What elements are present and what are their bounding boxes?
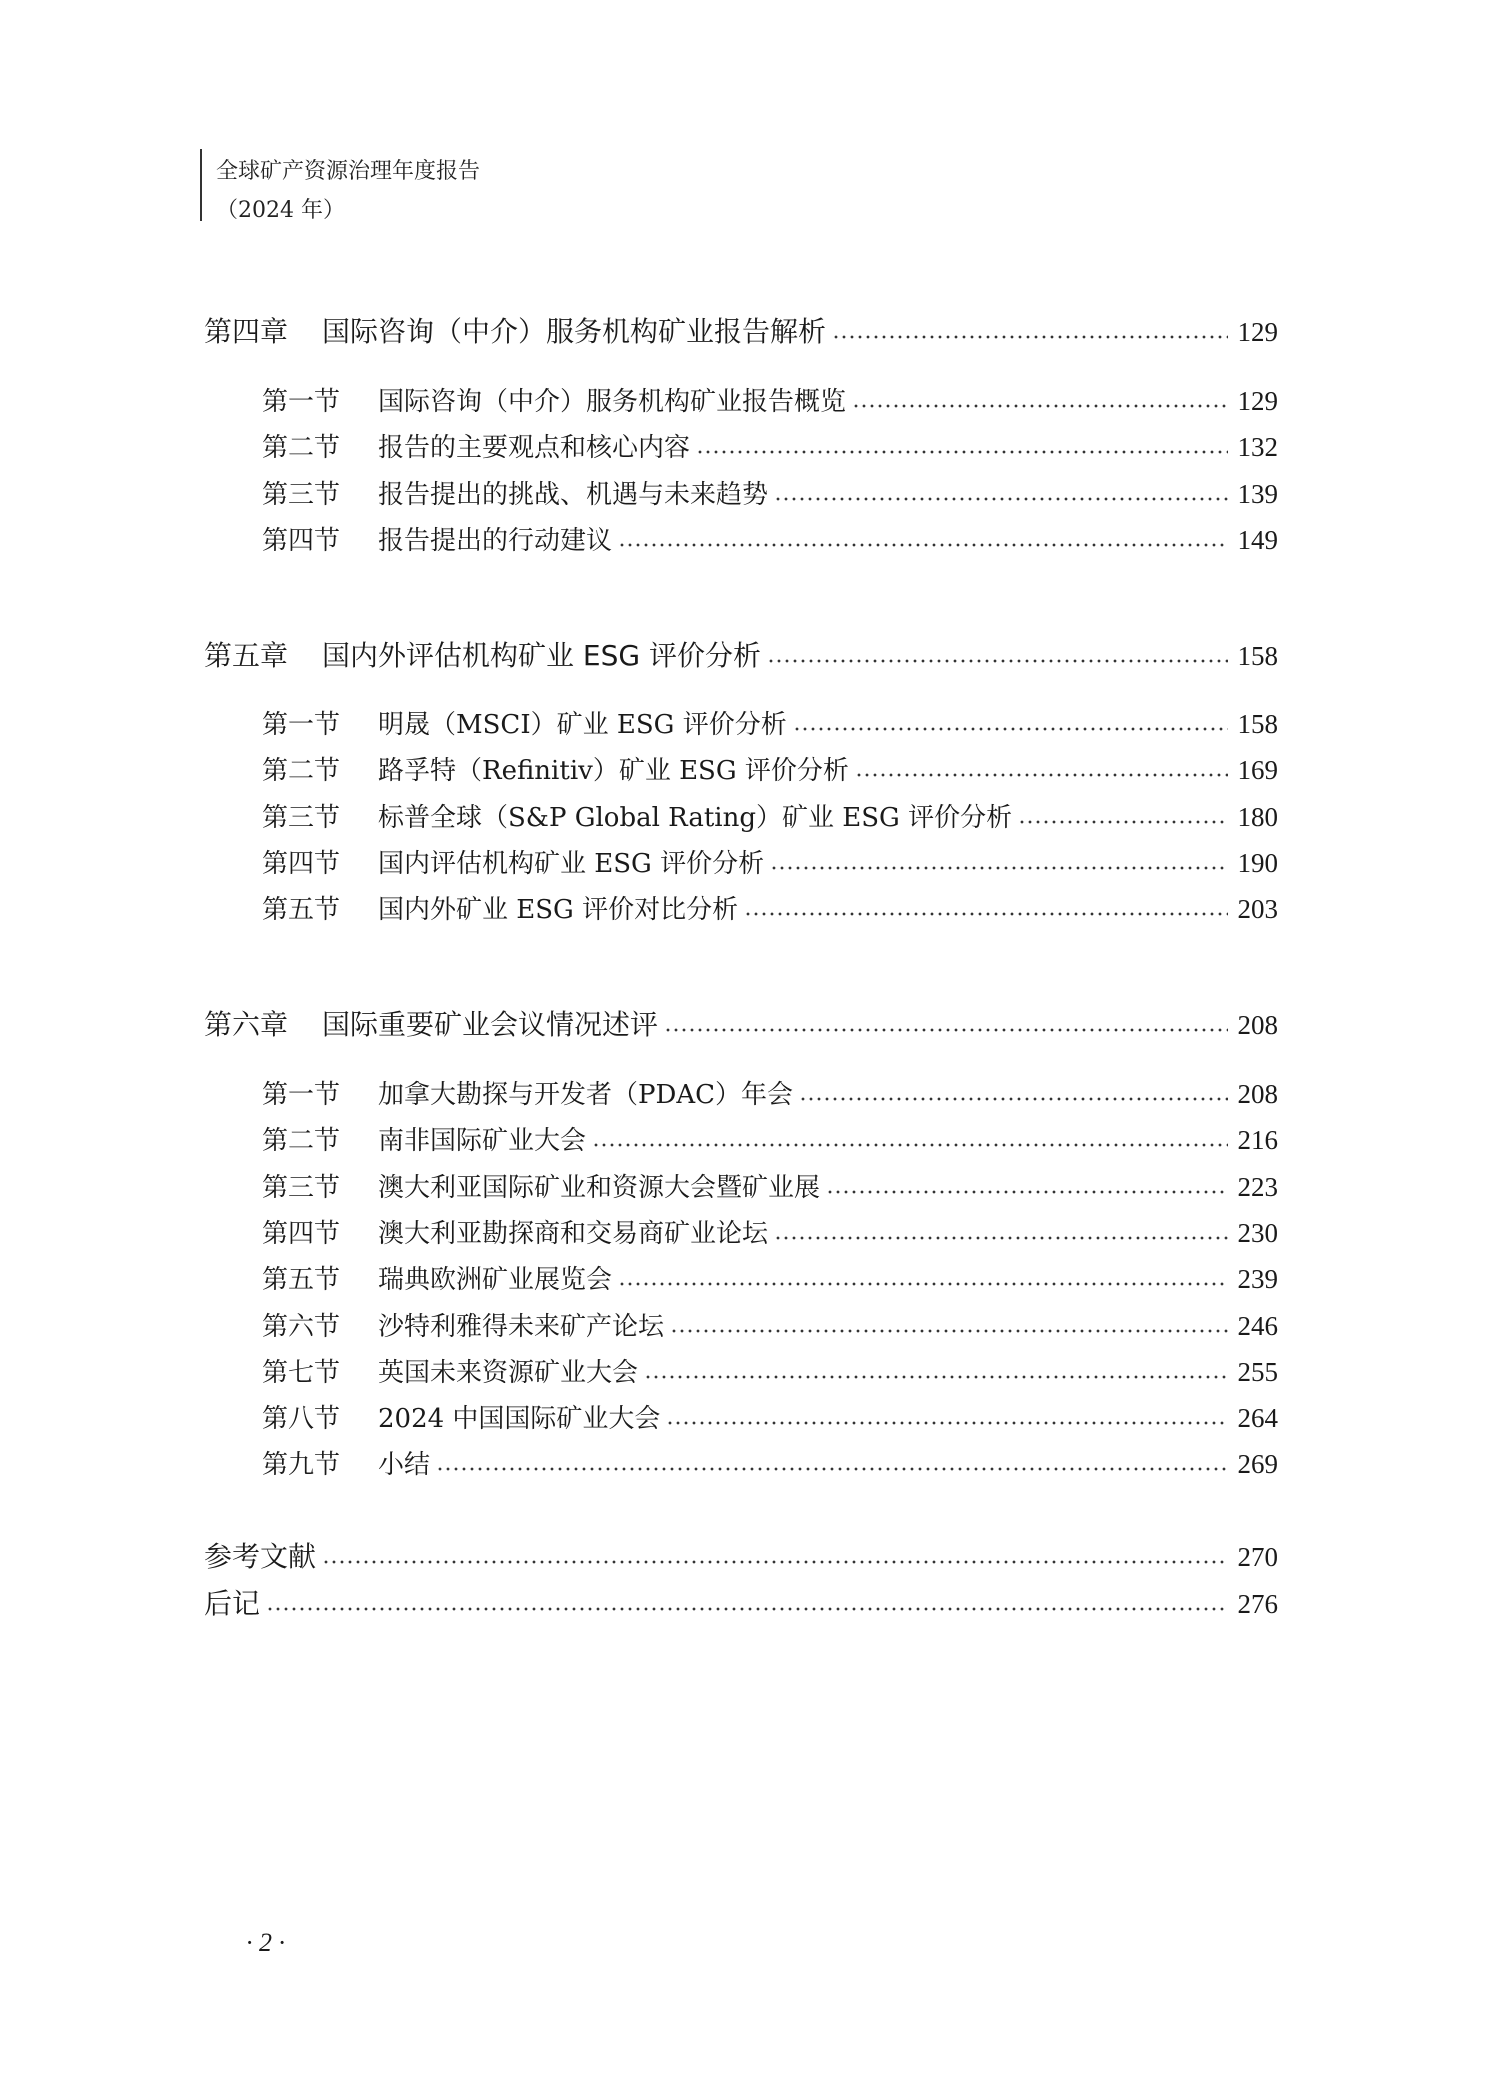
entry-number: 第四节 (262, 1219, 341, 1249)
entry-number: 第五章 (204, 639, 289, 672)
toc-chapter[interactable] (204, 315, 1278, 348)
dot-leader (774, 496, 1227, 502)
dot-leader (618, 542, 1227, 548)
entry-text: 路孚特（Refinitiv）矿业 ESG 评价分析 (378, 756, 849, 786)
entry-number: 第五节 (262, 895, 341, 925)
entry-text: 报告的主要观点和核心内容 (378, 433, 691, 463)
dot-leader (855, 772, 1228, 778)
entry-page: 216 (1237, 1125, 1278, 1155)
entry-title (262, 758, 849, 784)
entry-page: 239 (1237, 1264, 1278, 1294)
entry-number: 第二节 (262, 1126, 341, 1156)
dot-leader (767, 658, 1228, 664)
entry-page: 264 (1237, 1403, 1278, 1433)
dot-leader (852, 403, 1227, 409)
entry-title (204, 315, 827, 348)
entry-title (262, 1267, 612, 1293)
entry-title (262, 712, 787, 738)
toc-section[interactable] (262, 1127, 1278, 1154)
dot-leader (664, 1027, 1227, 1033)
entry-number: 第八节 (262, 1404, 341, 1434)
entry-text: 国内评估机构矿业 ESG 评价分析 (378, 849, 765, 879)
entry-title (262, 1128, 586, 1154)
entry-title (262, 1360, 638, 1386)
entry-title (262, 851, 764, 877)
toc-section[interactable] (262, 388, 1278, 415)
entry-number: 第四节 (262, 526, 341, 556)
entry-text: 瑞典欧洲矿业展览会 (378, 1265, 613, 1295)
entry-title (204, 1008, 659, 1041)
toc-section[interactable] (262, 1174, 1278, 1201)
entry-number: 第六章 (204, 1008, 289, 1041)
entry-page: 129 (1237, 386, 1278, 416)
entry-title (262, 1452, 430, 1478)
entry-text: 参考文献 (204, 1540, 317, 1573)
running-header-year: （2024 年） (216, 198, 345, 223)
dot-leader (266, 1606, 1227, 1612)
entry-text: 澳大利亚勘探商和交易商矿业论坛 (378, 1219, 769, 1249)
toc-section[interactable] (262, 896, 1278, 923)
entry-text: 后记 (204, 1587, 261, 1620)
entry-text: 国内外矿业 ESG 评价对比分析 (378, 895, 739, 925)
entry-text: 加拿大勘探与开发者（PDAC）年会 (378, 1080, 794, 1110)
entry-text: 沙特利雅得未来矿产论坛 (378, 1312, 665, 1342)
entry-page: 190 (1237, 848, 1278, 878)
toc-section[interactable] (262, 1405, 1278, 1432)
entry-page: 255 (1237, 1357, 1278, 1387)
entry-title (262, 805, 1012, 831)
entry-page: 269 (1237, 1449, 1278, 1479)
entry-title (262, 1221, 768, 1247)
dot-leader (744, 911, 1227, 917)
running-header-title: 全球矿产资源治理年度报告 (216, 159, 481, 184)
toc-backmatter[interactable] (204, 1587, 1278, 1620)
entry-page: 230 (1237, 1218, 1278, 1248)
entry-page: 223 (1237, 1172, 1278, 1202)
entry-number: 第四章 (204, 315, 289, 348)
dot-leader (592, 1142, 1227, 1148)
entry-title (262, 1314, 664, 1340)
entry-title (204, 639, 761, 672)
entry-number: 第二节 (262, 433, 341, 463)
entry-text: 报告提出的行动建议 (378, 526, 613, 556)
toc-chapter[interactable] (204, 1008, 1278, 1041)
dot-leader (774, 1235, 1227, 1241)
entry-title (204, 1587, 261, 1620)
entry-page: 246 (1237, 1311, 1278, 1341)
toc-section[interactable] (262, 1451, 1278, 1478)
entry-number: 第五节 (262, 1265, 341, 1295)
entry-text: 英国未来资源矿业大会 (378, 1358, 639, 1388)
entry-page: 129 (1237, 317, 1278, 347)
entry-page: 276 (1237, 1589, 1278, 1619)
entry-page: 208 (1237, 1079, 1278, 1109)
toc-section[interactable] (262, 527, 1278, 554)
entry-text: 国际咨询（中介）服务机构矿业报告概览 (378, 387, 847, 417)
dot-leader (770, 865, 1227, 871)
dot-leader (793, 726, 1228, 732)
dot-leader (1018, 819, 1227, 825)
toc-backmatter[interactable] (204, 1540, 1278, 1573)
dot-leader (799, 1096, 1227, 1102)
dot-leader (644, 1374, 1227, 1380)
dot-leader (322, 1559, 1227, 1565)
entry-text: 2024 中国国际矿业大会 (378, 1404, 661, 1434)
entry-page: 180 (1237, 802, 1278, 832)
toc-section[interactable] (262, 1359, 1278, 1386)
entry-title (262, 435, 690, 461)
entry-page: 169 (1237, 755, 1278, 785)
entry-number: 第二节 (262, 756, 341, 786)
toc-section[interactable] (262, 1081, 1278, 1108)
dot-leader (670, 1328, 1227, 1334)
entry-page: 132 (1237, 432, 1278, 462)
entry-title (262, 389, 846, 415)
entry-page: 149 (1237, 525, 1278, 555)
toc-chapter[interactable] (204, 639, 1278, 672)
entry-title (204, 1540, 317, 1573)
dot-leader (436, 1466, 1227, 1472)
entry-number: 第七节 (262, 1358, 341, 1388)
toc-section[interactable] (262, 1220, 1278, 1247)
dot-leader (696, 449, 1227, 455)
entry-page: 208 (1237, 1010, 1278, 1040)
toc-section[interactable] (262, 804, 1278, 831)
toc-section[interactable] (262, 711, 1278, 738)
entry-page: 158 (1237, 641, 1278, 671)
entry-number: 第四节 (262, 849, 341, 879)
toc-section[interactable] (262, 850, 1278, 877)
entry-title (262, 897, 738, 923)
entry-text: 澳大利亚国际矿业和资源大会暨矿业展 (378, 1173, 821, 1203)
entry-number: 第六节 (262, 1312, 341, 1342)
entry-text: 南非国际矿业大会 (378, 1126, 587, 1156)
dot-leader (666, 1420, 1227, 1426)
entry-text: 小结 (378, 1450, 431, 1480)
toc-section[interactable] (262, 1313, 1278, 1340)
header-rule (200, 149, 202, 221)
toc-section[interactable] (262, 481, 1278, 508)
entry-number: 第一节 (262, 387, 341, 417)
entry-title (262, 528, 612, 554)
entry-number: 第九节 (262, 1450, 341, 1480)
entry-number: 第三节 (262, 803, 341, 833)
entry-title (262, 1175, 820, 1201)
toc-section[interactable] (262, 1266, 1278, 1293)
toc-section[interactable] (262, 434, 1278, 461)
page-number: · 2 · (246, 1928, 285, 1957)
entry-page: 203 (1237, 894, 1278, 924)
entry-text: 国际重要矿业会议情况述评 (322, 1008, 659, 1041)
entry-text: 国内外评估机构矿业 ESG 评价分析 (322, 639, 761, 672)
entry-text: 明晟（MSCI）矿业 ESG 评价分析 (378, 710, 787, 740)
entry-number: 第三节 (262, 480, 341, 510)
toc-section[interactable] (262, 757, 1278, 784)
entry-title (262, 482, 768, 508)
dot-leader (832, 334, 1227, 340)
entry-number: 第一节 (262, 710, 341, 740)
entry-text: 标普全球（S&P Global Rating）矿业 ESG 评价分析 (378, 803, 1013, 833)
entry-number: 第一节 (262, 1080, 341, 1110)
dot-leader (826, 1189, 1227, 1195)
entry-page: 270 (1237, 1542, 1278, 1572)
entry-title (262, 1082, 793, 1108)
entry-number: 第三节 (262, 1173, 341, 1203)
entry-page: 139 (1237, 479, 1278, 509)
entry-text: 国际咨询（中介）服务机构矿业报告解析 (322, 315, 827, 348)
dot-leader (618, 1281, 1227, 1287)
entry-page: 158 (1237, 709, 1278, 739)
entry-title (262, 1406, 660, 1432)
entry-text: 报告提出的挑战、机遇与未来趋势 (378, 480, 769, 510)
